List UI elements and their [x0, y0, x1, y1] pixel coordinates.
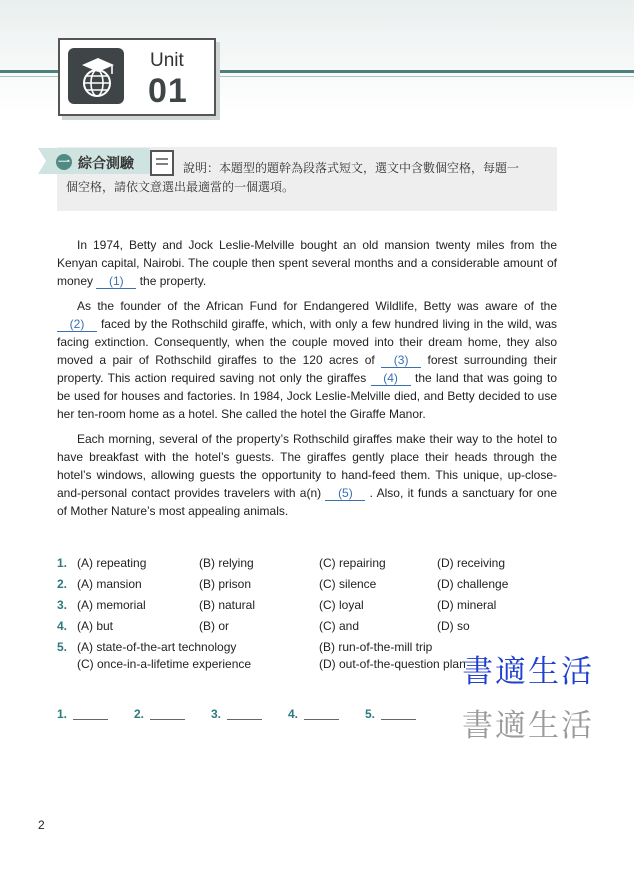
instruction-line-1: 說明：本題型的題幹為段落式短文，選文中含數個空格，每題一: [183, 161, 520, 175]
watermark-blue: 書適生活: [462, 654, 594, 690]
option-c: (C) and: [319, 619, 360, 633]
graduation-cap-globe-icon: [68, 48, 124, 104]
option-b: (B) prison: [199, 577, 252, 591]
answer-label: 2.: [134, 707, 145, 721]
paragraph-text: the property.: [136, 274, 207, 288]
answer-slot-1[interactable]: [57, 707, 108, 721]
paragraph-text: forest surrounding their property. This action required saving not only the giraffes: [57, 353, 557, 385]
option-c: (C) once-in-a-lifetime experience: [77, 657, 252, 671]
paragraph-1: [57, 236, 557, 290]
paragraph-text: Each morning, several of the property’s Rothschild giraffes make their way to the hotel to have breakfast with the hotel’s guests. The giraffes gently place their heads through the hotel’s windows, allowing guests the opportunity to hand-feed them. This unique, up-close-and-personal contact provides travelers with a(n): [57, 432, 557, 500]
unit-word: Unit: [150, 50, 184, 71]
option-d: (D) receiving: [437, 556, 506, 570]
option-d: (D) out-of-the-question plan: [319, 657, 466, 671]
watermark-gray: 書適生活: [462, 708, 594, 744]
unit-badge: [58, 38, 216, 116]
answer-slot-5[interactable]: [365, 707, 416, 721]
option-c: (C) silence: [319, 577, 377, 591]
paragraph-text: faced by the Rothschild giraffe, which, with only a few hundred living in the wild, was facing extinction. Consequently, when the couple moved into their dream home, they also moved a pair of Rothschild giraffes to the 120 acres of: [57, 317, 557, 367]
answer-slot-3[interactable]: [211, 707, 262, 721]
blank-4: (4): [371, 372, 411, 386]
paragraph-text: In 1974, Betty and Jock Leslie-Melville bought an old mansion twenty miles from the Kenyan capital, Nairobi. The couple then spent several months and a considerable amount of money: [57, 238, 557, 288]
question-number: 4.: [57, 619, 68, 633]
paragraph-text: As the founder of the African Fund for Endangered Wildlife, Betty was aware of the: [77, 299, 557, 313]
question-number: 2.: [57, 577, 68, 591]
option-d: (D) challenge: [437, 577, 509, 591]
answer-label: 4.: [288, 707, 299, 721]
section-number: 一: [57, 155, 70, 169]
unit-number: 01: [148, 72, 188, 110]
answer-slot-2[interactable]: [134, 707, 185, 721]
option-a: (A) but: [77, 619, 114, 633]
option-a: (A) memorial: [77, 598, 146, 612]
document-icon: [150, 150, 174, 176]
option-b: (B) run-of-the-mill trip: [319, 640, 433, 654]
option-b: (B) natural: [199, 598, 256, 612]
paragraph-text: . Also, it funds a sanctuary for one of Mother Nature’s most appealing animals.: [57, 486, 557, 518]
instruction-line-2: 個空格，請依文意選出最適當的一個選項。: [66, 180, 295, 194]
option-a: (A) mansion: [77, 577, 142, 591]
option-d: (D) mineral: [437, 598, 497, 612]
paragraph-3: [57, 430, 557, 520]
answer-line[interactable]: [150, 719, 185, 720]
option-a: (A) repeating: [77, 556, 147, 570]
page-number: 2: [38, 818, 45, 832]
answer-line[interactable]: [227, 719, 262, 720]
answer-label: 5.: [365, 707, 376, 721]
blank-2: (2): [57, 318, 97, 332]
paragraph-2: [57, 297, 557, 423]
answer-line[interactable]: [73, 719, 108, 720]
option-b: (B) or: [199, 619, 229, 633]
answer-line[interactable]: [304, 719, 339, 720]
answer-label: 3.: [211, 707, 222, 721]
answer-slot-4[interactable]: [288, 707, 339, 721]
option-c: (C) loyal: [319, 598, 364, 612]
section-title: 綜合測驗: [78, 155, 134, 171]
blank-1: (1): [96, 275, 136, 289]
option-c: (C) repairing: [319, 556, 386, 570]
option-b: (B) relying: [199, 556, 254, 570]
question-number: 5.: [57, 640, 68, 654]
blank-3: (3): [381, 354, 421, 368]
answer-line[interactable]: [381, 719, 416, 720]
question-number: 3.: [57, 598, 68, 612]
reading-passage: [57, 236, 557, 527]
option-d: (D) so: [437, 619, 470, 633]
answer-label: 1.: [57, 707, 68, 721]
option-a: (A) state-of-the-art technology: [77, 640, 237, 654]
blank-5: (5): [325, 487, 365, 501]
paragraph-text: the land that was going to be used for houses and factories. In 1984, Jock Leslie-Melville died, and Betty decided to use her ten-room home as a hotel. She called the hotel the Giraffe Manor.: [57, 371, 557, 421]
question-number: 1.: [57, 556, 68, 570]
